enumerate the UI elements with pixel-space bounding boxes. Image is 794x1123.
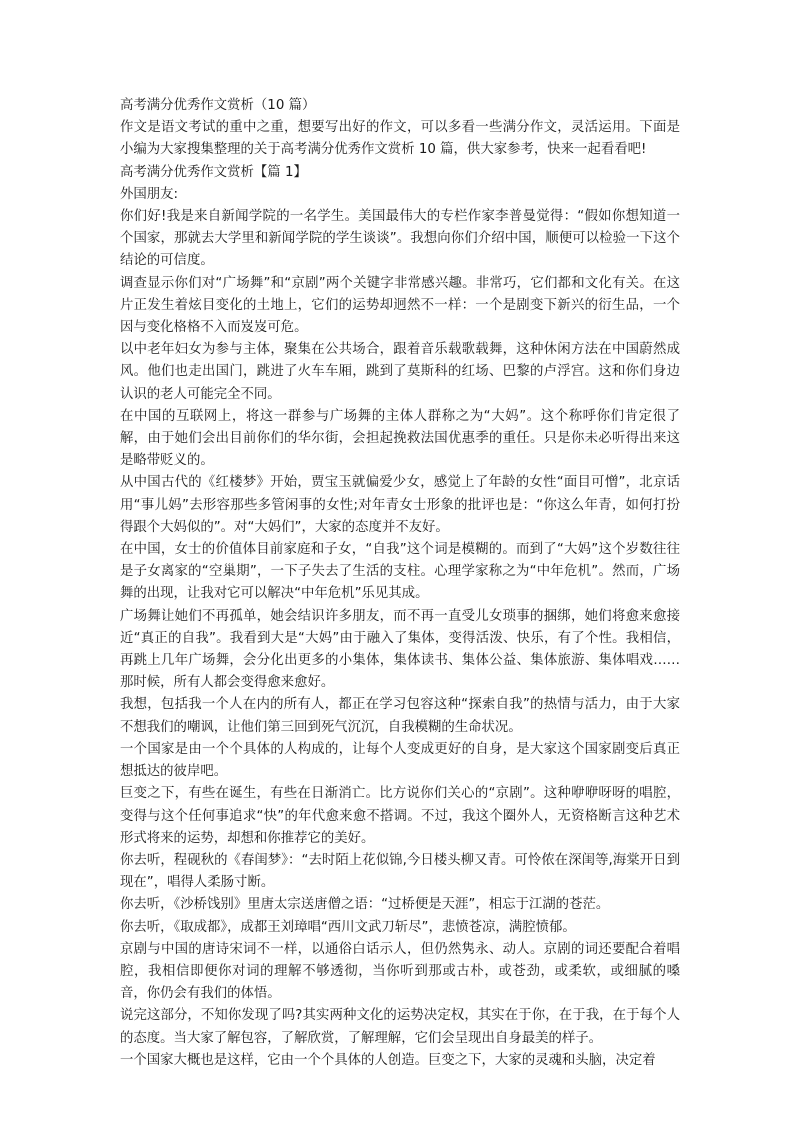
body-paragraph: 巨变之下，有些在诞生，有些在日渐消亡。比方说你们关心的“京剧”。这种咿咿呀呀的唱腔，变得与这个任何事追求“快”的年代愈来愈不搭调。不过，我这个圈外人，无资格断言这种艺术形式将来的运势，却想和你推荐它的美好。 <box>120 786 680 846</box>
body-paragraph: 在中国的互联网上，将这一群参与广场舞的主体人群称之为“大妈”。这个称呼你们肯定很了解，由于她们会出目前你们的华尔街，会担起挽救法国优惠季的重任。只是你未必听得出来这是略带贬义的。 <box>120 408 680 469</box>
body-paragraph: 你去听，程砚秋的《春闺梦》：“去时陌上花似锦,今日楼头柳又青。可怜侬在深闺等,海棠开日到现在”，唱得人柔肠寸断。 <box>120 852 680 891</box>
intro-paragraph: 作文是语文考试的重中之重，想要写出好的作文，可以多看一些满分作文，灵活运用。下面是小编为大家搜集整理的关于高考满分优秀作文赏析 10 篇，供大家参考，快来一起看看吧! <box>120 120 680 158</box>
body-paragraph: 一个国家大概也是这样，它由一个个具体的人创造。巨变之下，大家的灵魂和头脑，决定着 <box>120 1052 656 1068</box>
section-heading: 高考满分优秀作文赏析【篇 1】 <box>120 164 307 180</box>
body-paragraph: 你去听，《沙桥饯别》里唐太宗送唐僧之语：“过桥便是天涯”，相忘于江湖的苍茫。 <box>120 897 610 913</box>
body-paragraph: 说完这部分，不知你发现了吗?其实两种文化的运势决定权，其实在于你，在于我，在于每个人的态度。当大家了解包容，了解欣赏，了解理解，它们会呈现出自身最美的样子。 <box>120 1008 680 1046</box>
body-paragraph: 你去听，《取成都》，成都王刘璋唱“西川文武刀斩尽”，悲愤苍凉，满腔愤郁。 <box>120 919 576 935</box>
letter-salutation: 外国朋友: <box>120 186 179 202</box>
body-paragraph: 广场舞让她们不再孤单，她会结识许多朋友，而不再一直受儿女琐事的捆绑，她们将愈来愈接近“真正的自我”。我看到大是“大妈”由于融入了集体，变得活泼、快乐，有了个性。我相信，再跳上几年广场舞，会分化出更多的小集体，集体读书、集体公益、集体旅游、集体唱戏……那时候，所有人都会变得愈来愈好。 <box>120 608 680 691</box>
document-page <box>120 95 680 1072</box>
body-paragraph: 在中国，女士的价值体目前家庭和子女，“自我”这个词是模糊的。而到了“大妈”这个岁数往往是子女离家的“空巢期”，一下子失去了生活的支柱。心理学家称之为“中年危机”。然而，广场舞的出现，让我对它可以解决“中年危机”乐见其成。 <box>120 542 680 602</box>
body-paragraph: 以中老年妇女为参与主体，聚集在公共场合，跟着音乐载歌载舞，这种休闲方法在中国蔚然成风。他们也走出国门，跳进了火车车厢，跳到了莫斯科的红场、巴黎的卢浮宫。这和你们身边认识的老人可能完全不同。 <box>120 342 680 402</box>
body-paragraph: 调查显示你们对“广场舞”和“京剧”两个关键字非常感兴趣。非常巧，它们都和文化有关。在这片正发生着炫目变化的土地上，它们的运势却迥然不一样：一个是剧变下新兴的衍生品，一个因与变化格格不入而岌岌可危。 <box>120 275 680 336</box>
body-paragraph: 从中国古代的《红楼梦》开始，贾宝玉就偏爱少女，感觉上了年龄的女性“面目可憎”，北京话用“事儿妈”去形容那些多管闲事的女性;对年青女士形象的批评也是：“你这么年青，如何打扮得跟个大妈似的”。对“大妈们”，大家的态度并不友好。 <box>120 475 680 535</box>
body-paragraph: 你们好!我是来自新闻学院的一名学生。美国最伟大的专栏作家李普曼觉得：“假如你想知道一个国家，那就去大学里和新闻学院的学生谈谈”。我想向你们介绍中国，顺便可以检验一下这个结论的可信度。 <box>120 209 680 269</box>
body-paragraph: 我想，包括我一个人在内的所有人，都正在学习包容这种“探索自我”的热情与活力，由于大家不想我们的嘲讽，让他们第三回到死气沉沉，自我模糊的生命状况。 <box>120 697 680 735</box>
body-paragraph: 一个国家是由一个个具体的人构成的，让每个人变成更好的自身，是大家这个国家剧变后真正想抵达的彼岸吧。 <box>120 741 680 780</box>
body-paragraph: 京剧与中国的唐诗宋词不一样，以通俗白话示人，但仍然隽永、动人。京剧的词还要配合着唱腔，我相信即便你对词的理解不够透彻，当你听到那或古朴，或苍劲，或柔软，或细腻的嗓音，你仍会有我们的体悟。 <box>120 941 680 1002</box>
document-title: 高考满分优秀作文赏析（10 篇） <box>120 98 316 113</box>
